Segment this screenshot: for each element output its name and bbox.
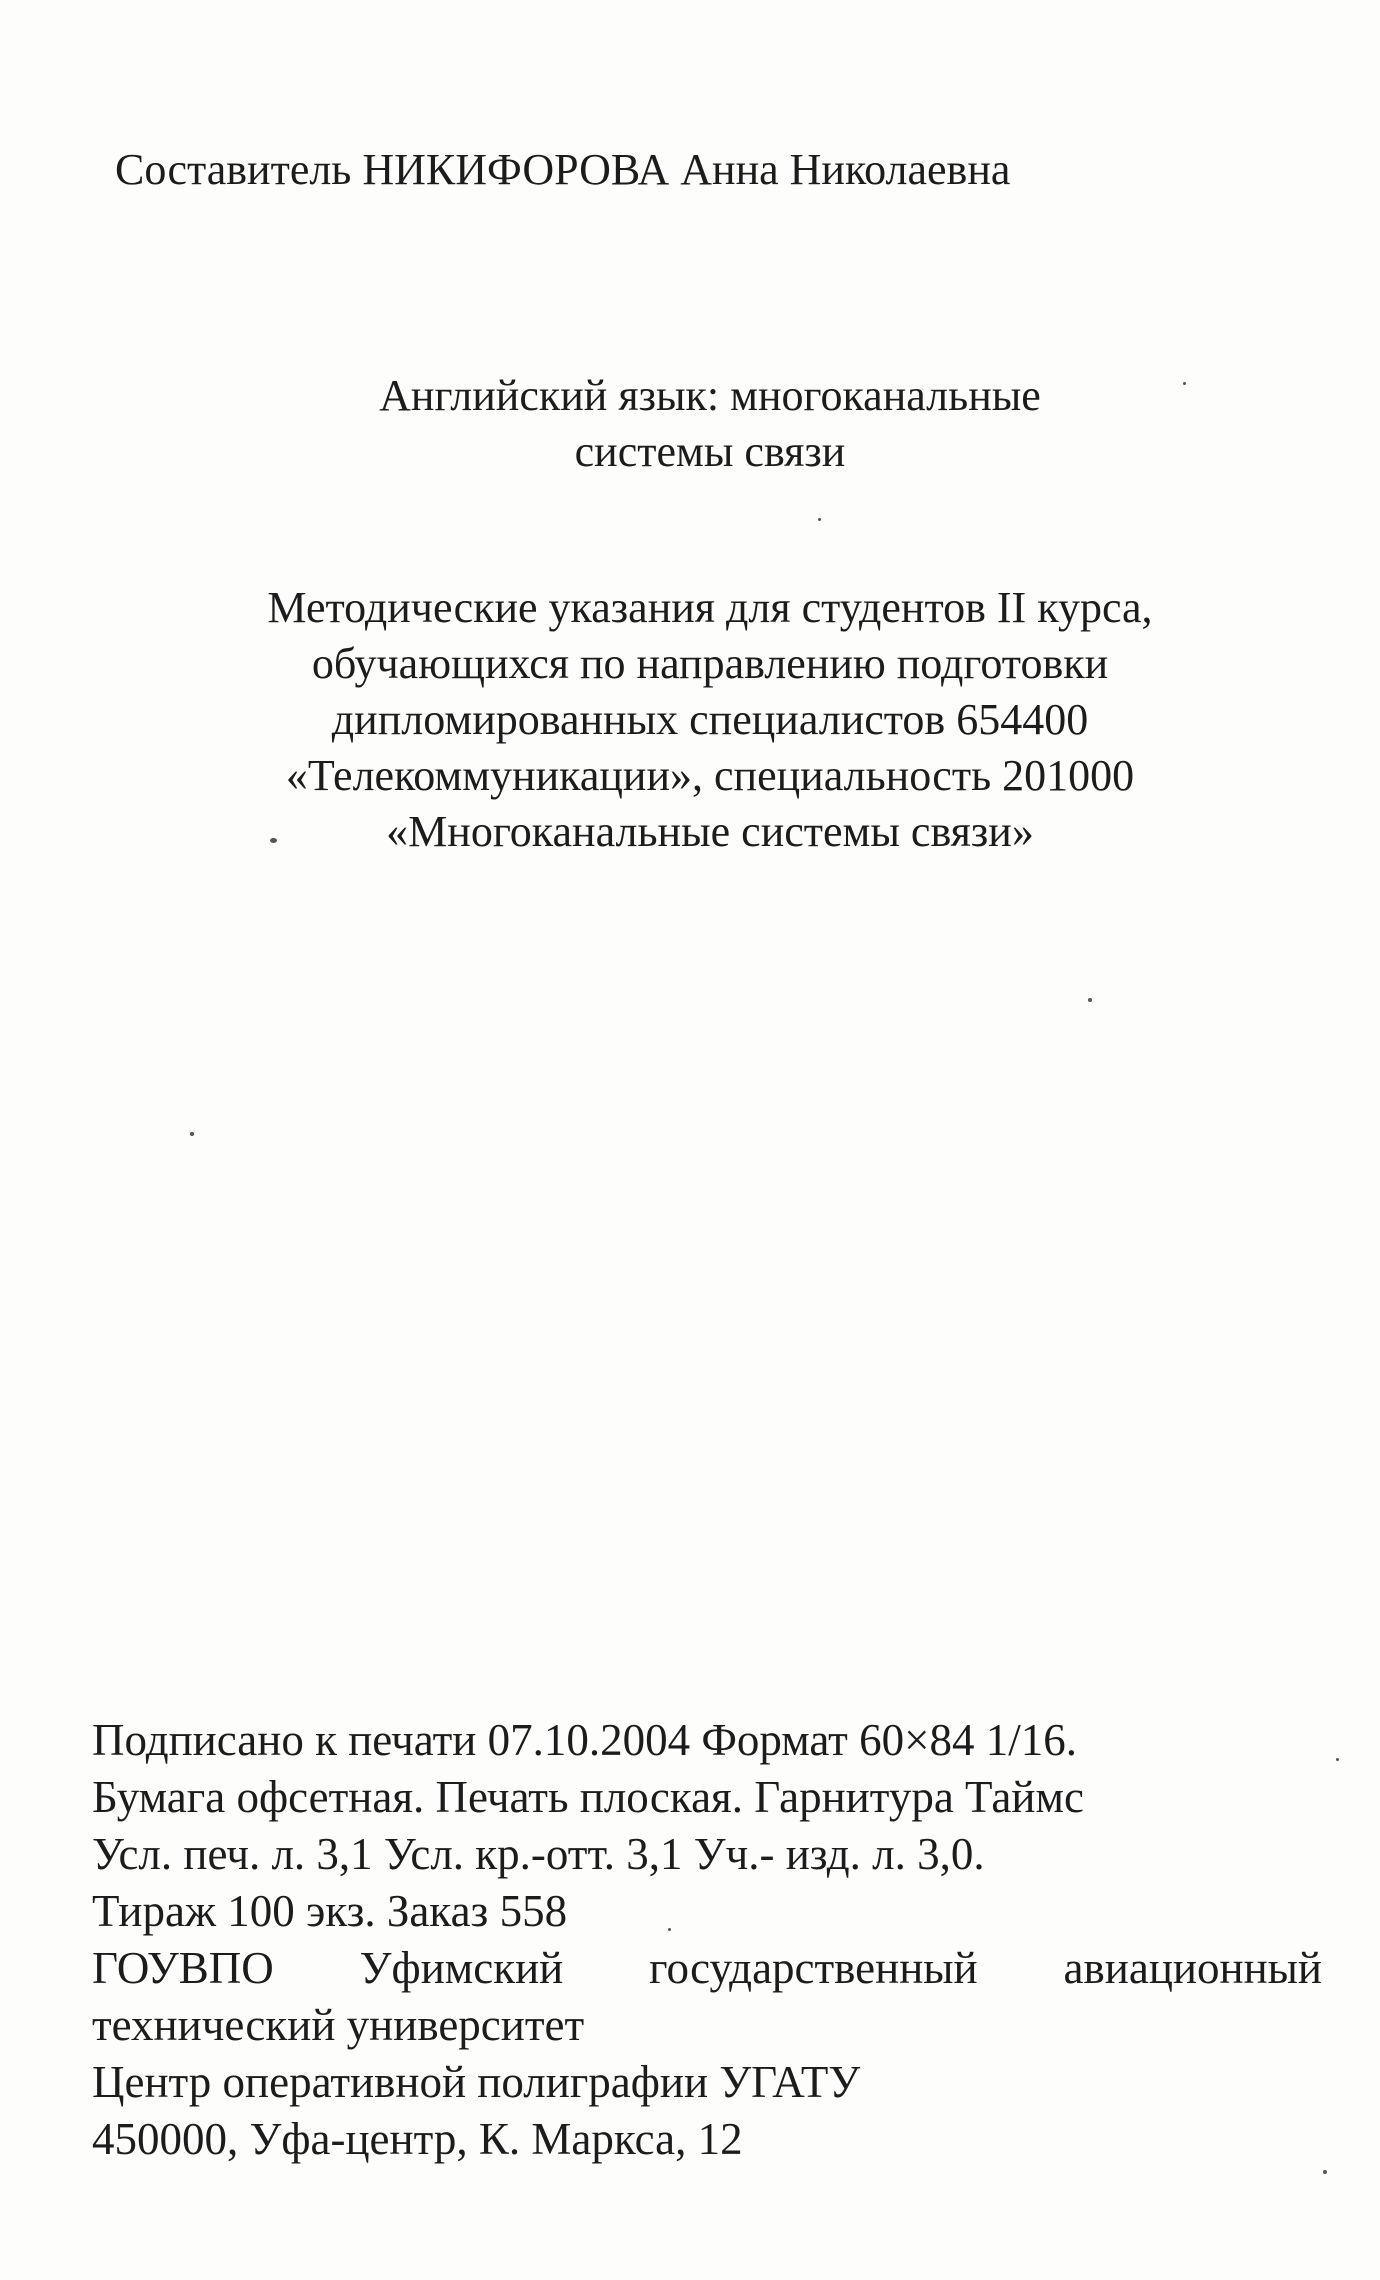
university-word-3: государственный — [649, 1943, 978, 1993]
title-line-2: системы связи — [574, 427, 846, 476]
compiler-line: Составитель НИКИФОРОВА Анна Николаевна — [115, 145, 1011, 194]
imprint-university-line-2: технический университет — [92, 2000, 585, 2050]
university-word-1: ГОУВПО — [92, 1943, 274, 1993]
title-line-1: Английский язык: многоканальные — [379, 371, 1041, 420]
imprint-block — [92, 1712, 1322, 2168]
description-line-1: Методические указания для студентов II курса, — [267, 583, 1153, 632]
scan-speck — [1088, 998, 1092, 1002]
scan-speck — [190, 1132, 194, 1136]
scan-speck — [270, 838, 277, 843]
description-line-3: дипломированных специалистов 654400 — [331, 695, 1089, 744]
imprint-sheets-line: Усл. печ. л. 3,1 Усл. кр.-отт. 3,1 Уч.- изд. л. 3,0. — [92, 1829, 985, 1879]
imprint-signed-line: Подписано к печати 07.10.2004 Формат 60×84 1/16. — [92, 1715, 1077, 1765]
description-line-4: «Телекоммуникации», специальность 201000 — [285, 751, 1135, 800]
description-line-2: обучающихся по направлению подготовки — [311, 639, 1109, 688]
scan-speck — [668, 1928, 671, 1931]
scan-speck — [1336, 1758, 1339, 1761]
imprint-address-line: 450000, Уфа-центр, К. Маркса, 12 — [92, 2114, 743, 2164]
scan-speck — [1183, 382, 1186, 385]
description-line-5: «Многоканальные системы связи» — [386, 807, 1034, 856]
scan-speck — [1323, 2170, 1327, 2174]
imprint-university-line-1 — [92, 1940, 1322, 1997]
scan-speck — [818, 518, 821, 521]
imprint-paper-line: Бумага офсетная. Печать плоская. Гарнитура Таймс — [92, 1772, 1084, 1822]
document-description — [0, 580, 1380, 860]
university-word-2: Уфимский — [359, 1943, 564, 1993]
imprint-print-run-line: Тираж 100 экз. Заказ 558 — [92, 1886, 568, 1936]
university-word-4: авиационный — [1063, 1943, 1322, 1993]
imprint-printing-center-line: Центр оперативной полиграфии УГАТУ — [92, 2057, 861, 2107]
document-title — [0, 368, 1380, 480]
